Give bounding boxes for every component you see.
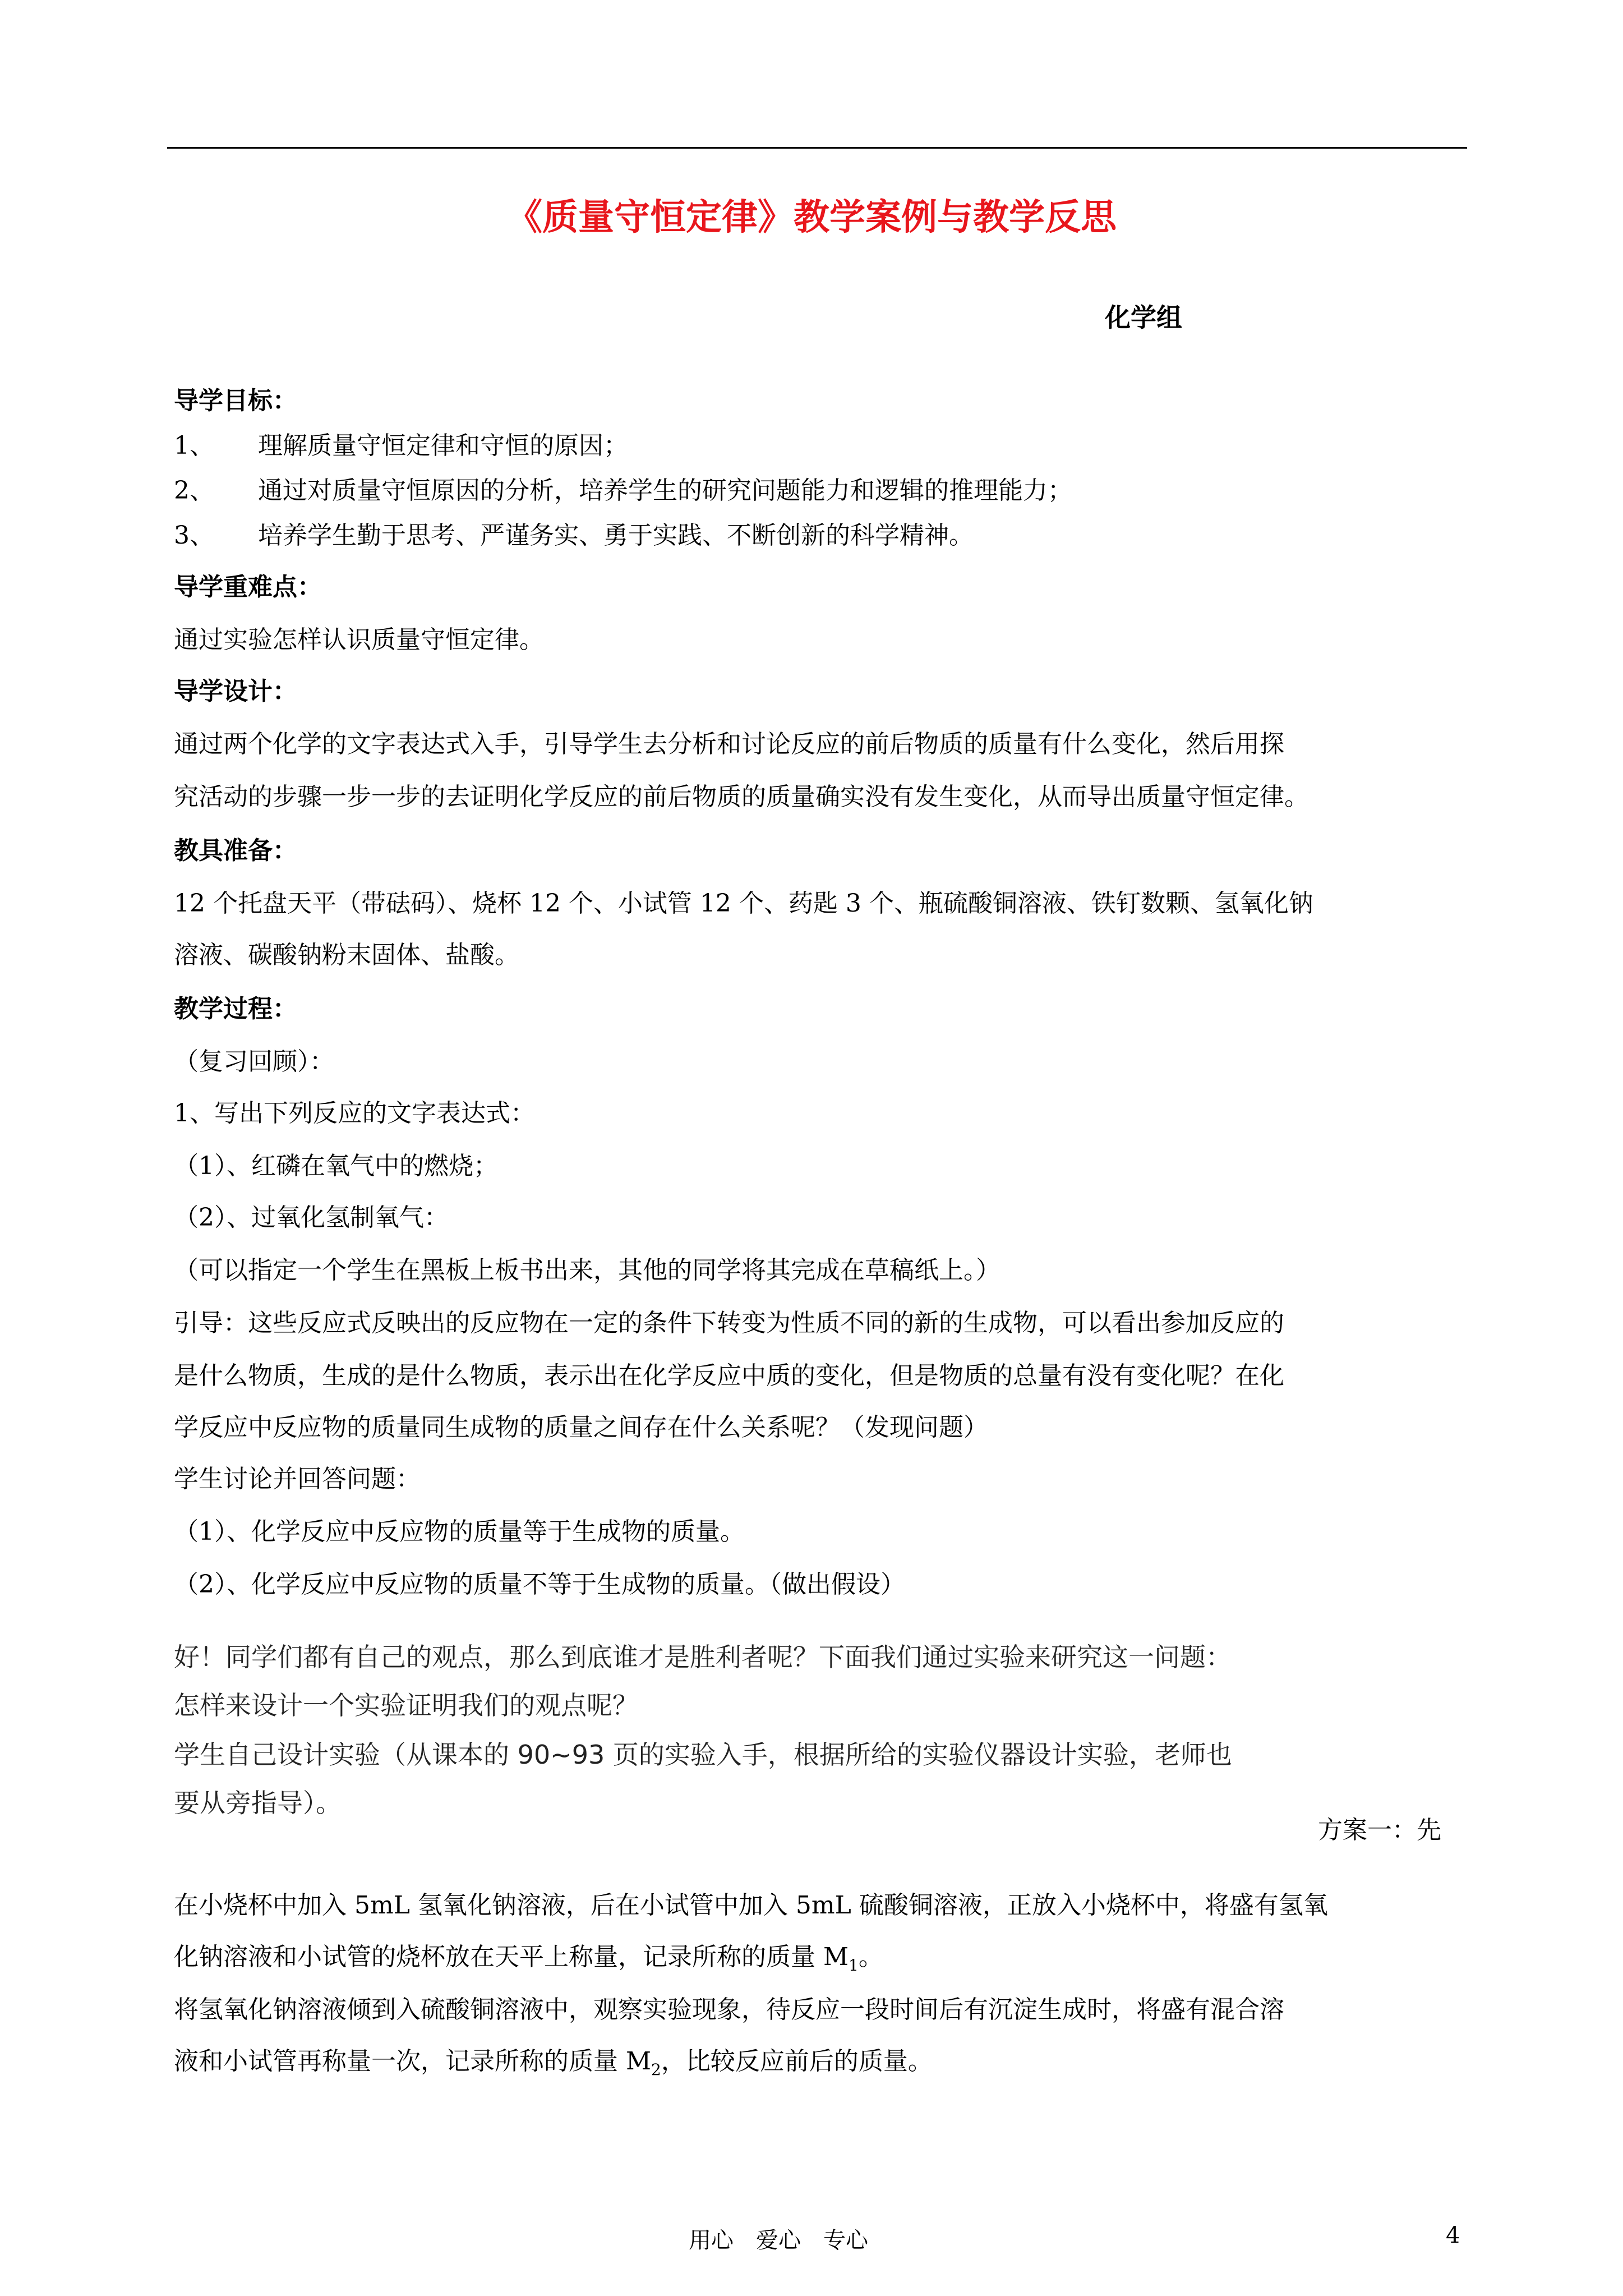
- footer-motto: 用心 爱心 专心: [689, 2228, 868, 2253]
- tools-line: 溶液、碳酸钠粉末固体、盐酸。: [174, 941, 519, 969]
- goal-number: 3、: [174, 521, 214, 550]
- process-line: （1）、红磷在氧气中的燃烧；: [174, 1152, 498, 1180]
- design-heading: 导学设计：: [174, 677, 297, 706]
- process-line: 是什么物质，生成的是什么物质，表示出在化学反应中质的变化，但是物质的总量有没有变化呢？在化: [174, 1361, 1284, 1390]
- subscript: 2: [651, 2060, 661, 2079]
- goal-number: 2、: [174, 476, 214, 505]
- process-line: （复习回顾）：: [174, 1047, 334, 1076]
- header-rule: [167, 147, 1467, 149]
- plan-line: 液和小试管再称量一次，记录所称的质量 $M_2$，比较反应前后的质量。: [174, 2047, 933, 2079]
- process-line: 1、写出下列反应的文字表达式：: [174, 1099, 535, 1128]
- document-title: 《质量守恒定律》教学案例与教学反思: [506, 197, 1117, 238]
- process-line: （1）、化学反应中反应物的质量等于生成物的质量。: [174, 1517, 745, 1546]
- subscript: 1: [849, 1955, 859, 1975]
- discussion-line: 要从旁指导）。: [174, 1788, 342, 1818]
- design-line: 究活动的步骤一步一步的去证明化学反应的前后物质的质量确实没有发生变化，从而导出质量守恒定律。: [174, 783, 1309, 811]
- process-heading: 教学过程：: [174, 995, 297, 1023]
- discussion-line: 怎样来设计一个实验证明我们的观点呢？: [174, 1690, 638, 1720]
- process-line: （可以指定一个学生在黑板上板书出来，其他的同学将其完成在草稿纸上。）: [174, 1256, 1000, 1285]
- goal-text: 理解质量守恒定律和守恒的原因；: [258, 431, 628, 460]
- goals-heading: 导学目标：: [174, 386, 297, 415]
- goal-text: 通过对质量守恒原因的分析，培养学生的研究问题能力和逻辑的推理能力；: [258, 476, 1072, 505]
- process-line: 学反应中反应物的质量同生成物的质量之间存在什么关系呢？（发现问题）: [174, 1413, 988, 1442]
- goal-text: 培养学生勤于思考、严谨务实、勇于实践、不断创新的科学精神。: [258, 521, 974, 550]
- design-line: 通过两个化学的文字表达式入手，引导学生去分析和讨论反应的前后物质的质量有什么变化，然后用探: [174, 730, 1284, 758]
- author-group: 化学组: [1105, 302, 1182, 333]
- plan-line: 化钠溶液和小试管的烧杯放在天平上称量，记录所称的质量 $M_1$。: [174, 1943, 883, 1975]
- plan-label: 方案一：先: [1318, 1816, 1441, 1844]
- tools-heading: 教具准备：: [174, 836, 297, 865]
- plan-line: 将氢氧化钠溶液倾到入硫酸铜溶液中，观察实验现象，待反应一段时间后有沉淀生成时，将盛有混合溶: [174, 1995, 1284, 2024]
- plan-line: 在小烧杯中加入 5mL 氢氧化钠溶液，后在小试管中加入 5mL 硫酸铜溶液，正放入小烧杯中，将盛有氢氧: [174, 1891, 1328, 1920]
- discussion-line: 学生自己设计实验（从课本的 90~93 页的实验入手，根据所给的实验仪器设计实验，老师也: [174, 1740, 1232, 1770]
- key-heading: 导学重难点：: [174, 573, 322, 601]
- process-line: （2）、化学反应中反应物的质量不等于生成物的质量。（做出假设）: [174, 1570, 905, 1599]
- tools-line: 12 个托盘天平（带砝码）、烧杯 12 个、小试管 12 个、药匙 3 个、瓶硫酸铜溶液、铁钉数颗、氢氧化钠: [174, 889, 1313, 918]
- goal-number: 1、: [174, 431, 214, 460]
- process-line: 学生讨论并回答问题：: [174, 1465, 421, 1493]
- discussion-line: 好！同学们都有自己的观点，那么到底谁才是胜利者呢？下面我们通过实验来研究这一问题：: [174, 1642, 1232, 1672]
- page-number: 4: [1446, 2223, 1460, 2248]
- key-text: 通过实验怎样认识质量守恒定律。: [174, 625, 544, 654]
- process-line: （2）、过氧化氢制氧气：: [174, 1203, 449, 1232]
- process-line: 引导：这些反应式反映出的反应物在一定的条件下转变为性质不同的新的生成物，可以看出参加反应的: [174, 1309, 1284, 1337]
